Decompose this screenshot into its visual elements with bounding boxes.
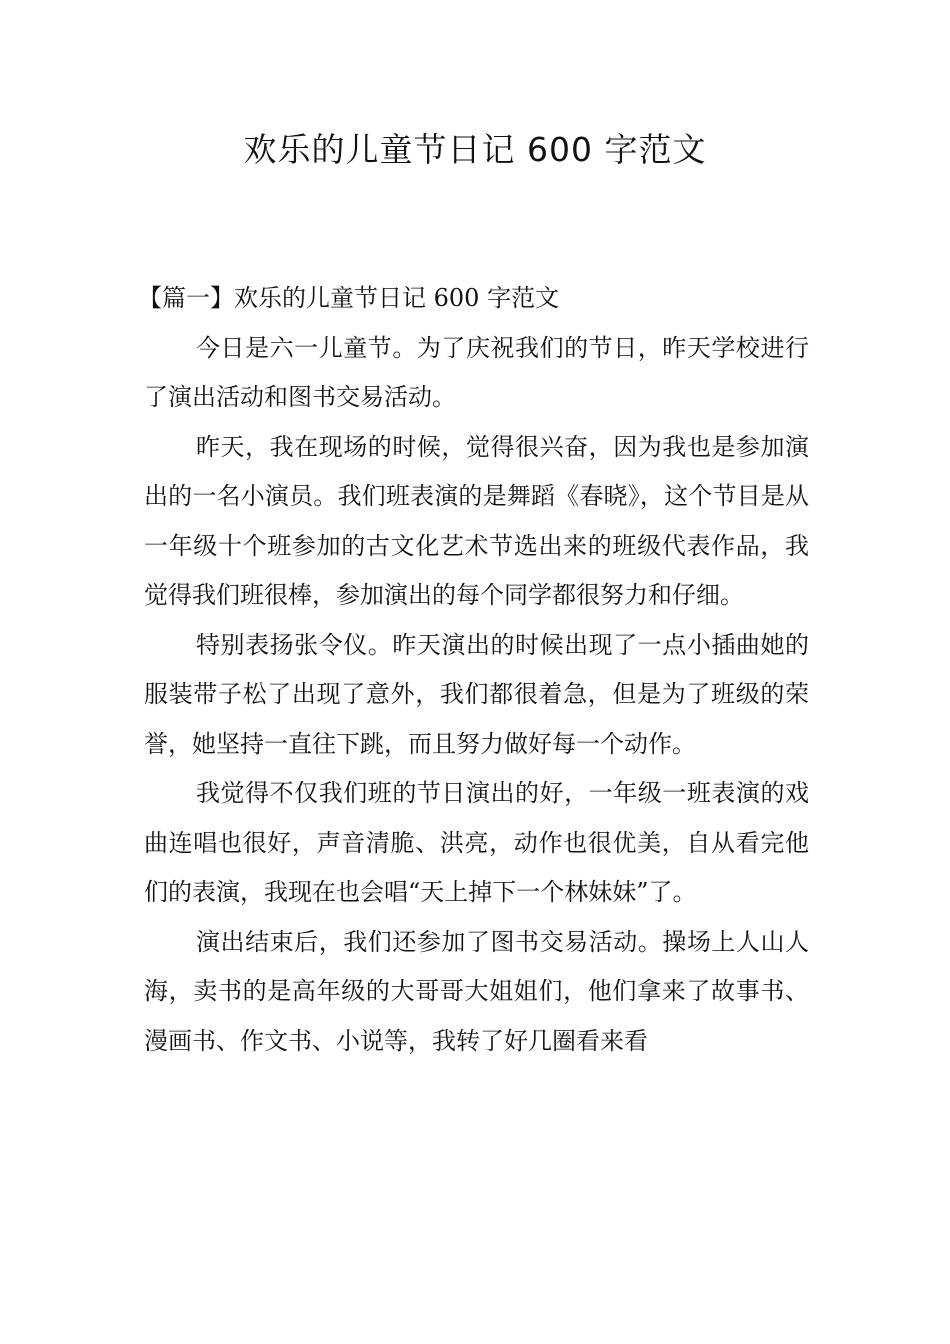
section-heading: 【篇一】欢乐的儿童节日记 600 字范文 bbox=[138, 284, 560, 312]
paragraph-3: 特别表扬张令仪。昨天演出的时候出现了一点小插曲她的服装带子松了出现了意外，我们都很着急，但是为了班级的荣誉，她坚持一直往下跳，而且努力做好每一个动作。 bbox=[144, 630, 809, 758]
paragraph-5: 演出结束后，我们还参加了图书交易活动。操场上人山人海，卖书的是高年级的大哥哥大姐姐们，他们拿来了故事书、漫画书、作文书、小说等，我转了好几圈看来看 bbox=[144, 927, 809, 1055]
document-body bbox=[138, 274, 809, 1066]
paragraph-1: 今日是六一儿童节。为了庆祝我们的节日，昨天学校进行了演出活动和图书交易活动。 bbox=[144, 333, 809, 411]
paragraph-2: 昨天，我在现场的时候，觉得很兴奋，因为我也是参加演出的一名小演员。我们班表演的是舞蹈《春晓》，这个节目是从一年级十个班参加的古文化艺术节选出来的班级代表作品，我觉得我们班很棒，参加演出的每个同学都很努力和仔细。 bbox=[144, 432, 809, 609]
paragraph-4: 我觉得不仅我们班的节日演出的好，一年级一班表演的戏曲连唱也很好，声音清脆、洪亮，动作也很优美，自从看完他们的表演，我现在也会唱“天上掉下一个林妹妹”了。 bbox=[144, 779, 809, 906]
document-title: 欢乐的儿童节日记 600 字范文 bbox=[243, 130, 707, 169]
